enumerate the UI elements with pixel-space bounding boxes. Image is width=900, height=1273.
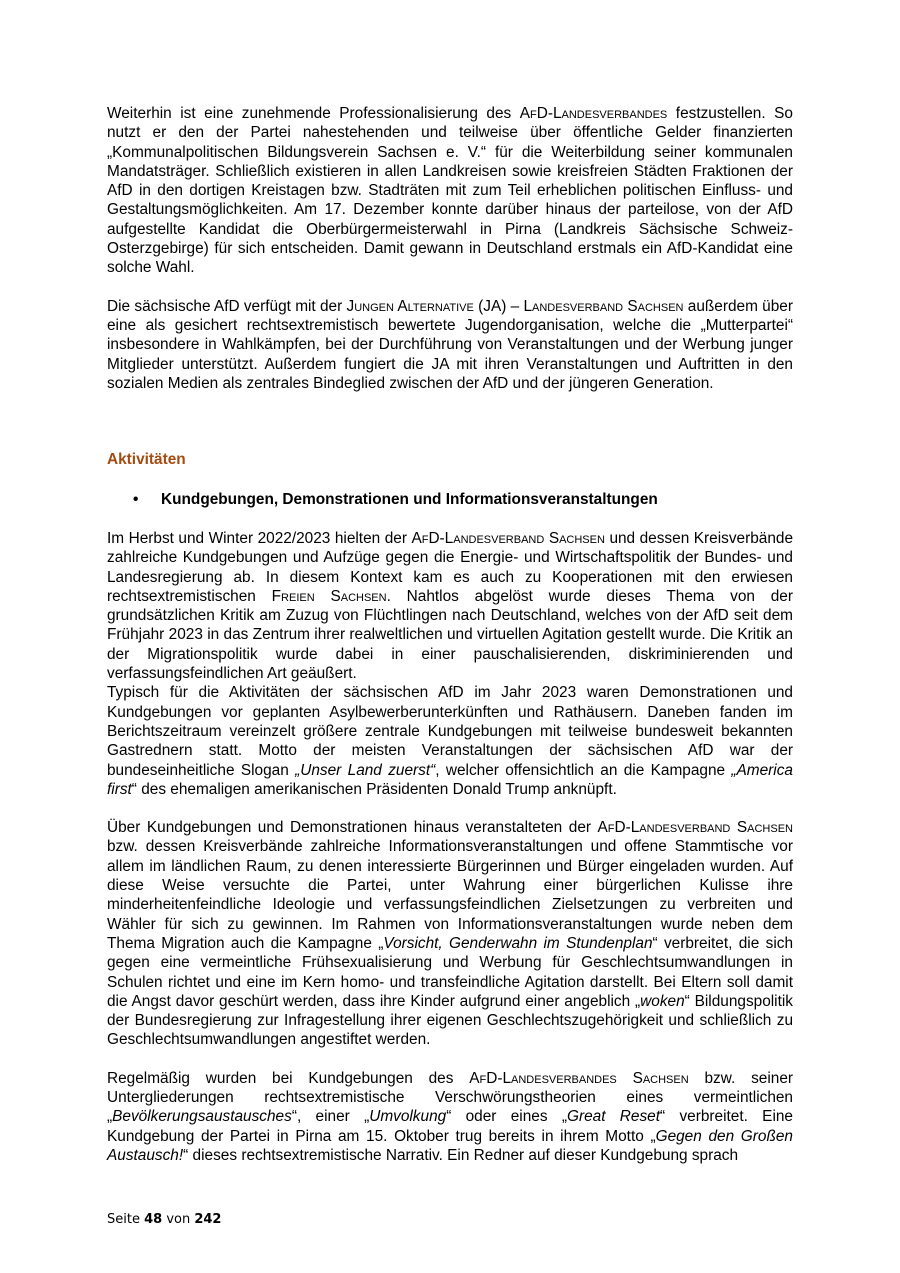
org-name: AfD-Landesverbandes Sachsen (469, 1069, 689, 1087)
quote: „Unser Land zuerst“ (295, 761, 436, 779)
paragraph-1: Weiterhin ist eine zunehmende Professionalisierung des AfD-Landesverbandes festzustellen. So nutzt er den der Partei nahestehenden und teilweise über öffentliche Gelder finanzierten „Kommunalpolitischen Bildungsverein Sachsen e. V.“ für die Weiterbildung seiner kommunalen Mandatsträger. Schließlich existieren in allen Landkreisen sowie kreisfreien Städten Fraktionen der AfD in den dortigen Kreistagen bzw. Stadträten mit zum Teil erheblichen politischen Einfluss- und Gestaltungsmöglichkeiten. Am 17. Dezember konnte darüber hinaus der parteilose, von der AfD aufgestellte Kandidat die Oberbürgermeisterwahl in Pirna (Landkreis Sächsische Schweiz-Osterzgebirge) für sich entscheiden. Damit gewann in Deutschland erstmals ein AfD-Kandidat eine solche Wahl. (107, 105, 793, 277)
paragraph-3: Im Herbst und Winter 2022/2023 hielten der AfD-Landesverband Sachsen und dessen Kreisverbände zahlreiche Kundgebungen und Aufzüge gegen die Energie- und Wirtschaftspolitik der Bundes- und Landesregierung ab. In diesem Kontext kam es auch zu Kooperationen mit den erwiesen rechtsextremistischen Freien Sachsen. Nahtlos abgelöst wurde dieses Thema von der grundsätzlichen Kritik am Zuzug von Flüchtlingen nach Deutschland, welches von der AfD seit dem Frühjahr 2023 in das Zentrum ihrer realweltlichen und virtuellen Agitation gestellt wurde. Die Kritik an der Migrationspolitik wurde dabei in einer pauschalisierenden, diskriminierenden und verfassungsfeindlichen Art geäußert. (107, 530, 793, 683)
page-total: 242 (194, 1212, 222, 1227)
page-footer: Seite 48 von 242 (107, 1212, 222, 1227)
paragraph-5: Über Kundgebungen und Demonstrationen hinaus veranstalteten der AfD-Landesverband Sachsen bzw. dessen Kreisverbände zahlreiche Informationsveranstaltungen und offene Stammtische vor allem im ländlichen Raum, zu denen interessierte Bürgerinnen und Bürger eingeladen wurden. Auf diese Weise versuchte die Partei, unter Wahrung einer bürgerlichen Kulisse ihre minderheitenfeindliche Ideologie und verfassungsfeindlichen Zielsetzungen zu verbreiten und Wähler für sich zu gewinnen. Im Rahmen von Informationsveranstaltungen wurde neben dem Thema Migration auch die Kampagne „Vorsicht, Genderwahn im Stundenplan“ verbreitet, die sich gegen eine vermeintliche Frühsexualisierung und Werbung für Geschlechtsumwandlungen in Schulen richtet und eine im Kern homo- und transfeindliche Agitation darstellt. Bei Eltern soll damit die Angst davor geschürt werden, dass ihre Kinder aufgrund einer angeblich „woken“ Bildungspolitik der Bundesregierung zur Infragestellung ihrer eigenen Geschlechtszugehörigkeit und schließlich zu Geschlechtsumwandlungen angestiftet werden. (107, 819, 793, 1049)
quote: Umvolkung (369, 1108, 447, 1126)
org-name: AfD-Landesverband Sachsen (411, 530, 605, 547)
quote: Gegen den Großen Austausch! (107, 1127, 793, 1164)
bullet-marker: • (133, 491, 139, 508)
quote: Vorsicht, Genderwahn im Stundenplan (383, 934, 653, 952)
org-name: Jungen Alternative (346, 297, 474, 315)
org-name: Freien Sachsen (271, 587, 387, 605)
bullet-item (133, 490, 658, 509)
quote: „America first (107, 761, 793, 798)
page-number: 48 (144, 1212, 163, 1227)
bullet-text: Kundgebungen, Demonstrationen und Informationsveranstaltungen (161, 491, 658, 508)
section-heading: Aktivitäten (107, 451, 186, 468)
quote: woken (640, 992, 685, 1010)
quote: Great Reset (566, 1108, 660, 1126)
org-name: Landesverband Sachsen (523, 297, 684, 315)
paragraph-6: Regelmäßig wurden bei Kundgebungen des AfD-Landesverbandes Sachsen bzw. seiner Untergliederungen rechtsextremistische Verschwörungstheorien eines vermeintlichen „Bevölkerungsaustausches“, einer „Umvolkung“ oder eines „Great Reset“ verbreitet. Eine Kundgebung der Partei in Pirna am 15. Oktober trug bereits in ihrem Motto „Gegen den Großen Austausch!“ dieses rechtsextremistische Narrativ. Ein Redner auf dieser Kundgebung sprach (107, 1069, 794, 1164)
org-name: AfD-Landesverband Sachsen (597, 819, 793, 837)
paragraph-4: Typisch für die Aktivitäten der sächsischen AfD im Jahr 2023 waren Demonstrationen und Kundgebungen vor geplanten Asylbewerberunterkünften und Rathäusern. Daneben fanden im Berichtszeitraum vereinzelt größere zentrale Kundgebungen mit teilweise bundesweit bekannten Gastrednern statt. Motto der meisten Veranstaltungen der sächsischen AfD war der bundeseinheitliche Slogan „Unser Land zuerst“, welcher offensichtlich an die Kampagne „America first“ des ehemaligen amerikanischen Präsidenten Donald Trump anknüpft. (107, 684, 793, 798)
body-text (107, 529, 793, 1165)
intro-text (107, 104, 793, 393)
quote: Bevölkerungsaustausches (112, 1108, 292, 1126)
org-name: AfD-Landesverbandes (519, 105, 668, 122)
paragraph-2: Die sächsische AfD verfügt mit der Jungen Alternative (JA) – Landesverband Sachsen außerdem über eine als gesichert rechtsextremistisch bewertete Jugendorganisation, welche die „Mutterpartei“ insbesondere in Wahlkämpfen, bei der Durchführung von Veranstaltungen und der Werbung junger Mitglieder unterstützt. Außerdem fungiert die JA mit ihren Veranstaltungen und Auftritten in den sozialen Medien als zentrales Bindeglied zwischen der AfD und der jüngeren Generation. (107, 297, 793, 392)
